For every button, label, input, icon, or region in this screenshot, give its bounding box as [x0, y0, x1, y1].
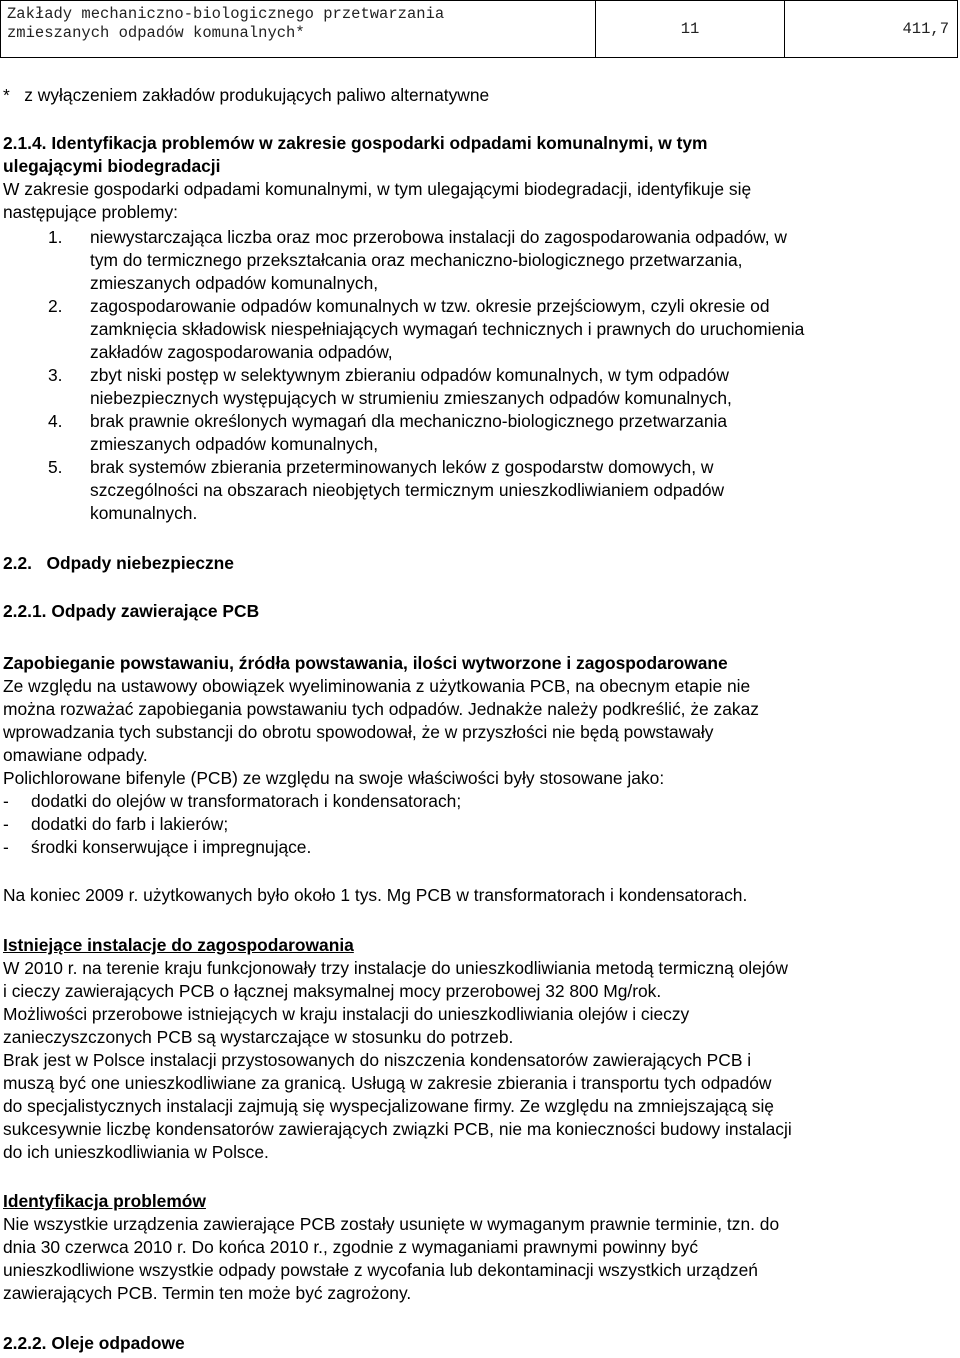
header-title-line1: Zakłady mechaniczno-biologicznego przetwarzania [7, 5, 445, 23]
prevention-line: można rozważać zapobiegania powstawaniu tych odpadów. Jednakże należy podkreślić, że zakaz [3, 699, 759, 719]
list-item [3, 456, 953, 525]
prevention-line: Ze względu na ustawowy obowiązek wyeliminowania z użytkowania PCB, na obecnym etapie nie [3, 676, 751, 696]
list-item [3, 226, 953, 295]
list-item [3, 364, 953, 410]
list-item-line: brak systemów zbierania przeterminowanych leków z gospodarstw domowych, w [90, 457, 714, 477]
list-item-line: niebezpiecznych występujących w strumieniu zmieszanych odpadów komunalnych, [90, 388, 732, 408]
list-dash: - [3, 791, 9, 811]
installations-line: do specjalistycznych instalacji zajmują się wyspecjalizowane firmy. Ze względu na zmniejszającą się [3, 1096, 774, 1116]
header-title-cell [1, 1, 596, 58]
problems-line: Nie wszystkie urządzenia zawierające PCB zostały usunięte w wymaganym prawnie terminie, tzn. do [3, 1214, 780, 1234]
list-item-number: 1. [48, 227, 63, 247]
section-221-heading: 2.2.1. Odpady zawierające PCB [3, 601, 260, 621]
list-item-line: tym do termicznego przekształcania oraz mechaniczno-biologicznego przetwarzania, [90, 250, 743, 270]
list-item-line: zakładów zagospodarowania odpadów, [90, 342, 393, 362]
header-table [0, 0, 958, 58]
prevention-line: wprowadzania tych substancji do obrotu spowodował, że w przyszłości nie będą powstawały [3, 722, 714, 742]
prevention-line: Polichlorowane bifenyle (PCB) ze względu na swoje właściwości były stosowane jako: [3, 768, 665, 788]
prevention-line: omawiane odpady. [3, 745, 148, 765]
list-item [3, 790, 461, 813]
installations-line: i cieczy zawierających PCB o łącznej maksymalnej mocy przerobowej 32 800 Mg/rok. [3, 981, 662, 1001]
table-footnote: * z wyłączeniem zakładów produkujących paliwo alternatywne [3, 85, 490, 105]
problems-line: zawierających PCB. Termin ten może być zagrożony. [3, 1283, 412, 1303]
list-item-line: zmieszanych odpadów komunalnych, [90, 273, 379, 293]
list-dash: - [3, 837, 9, 857]
problems-list [3, 226, 953, 525]
problems-line: unieszkodliwione wszystkie odpady powstałe z wycofania lub dekontaminacji wszystkich urządzeń [3, 1260, 758, 1280]
list-item-line: szczególności na obszarach nieobjętych termicznym unieszkodliwianiem odpadów [90, 480, 725, 500]
list-item [3, 836, 461, 859]
list-item-line: niewystarczająca liczba oraz moc przerobowa instalacji do zagospodarowania odpadów, w [90, 227, 787, 247]
list-item [3, 813, 461, 836]
list-item-number: 5. [48, 457, 63, 477]
list-item [3, 295, 953, 364]
section-214-heading-line1: 2.1.4. Identyfikacja problemów w zakresie gospodarki odpadami komunalnymi, w tym [3, 133, 708, 153]
list-item-number: 3. [48, 365, 63, 385]
problems-heading: Identyfikacja problemów [3, 1191, 206, 1211]
list-item-line: komunalnych. [90, 503, 198, 523]
installations-line: Brak jest w Polsce instalacji przystosowanych do niszczenia kondensatorów zawierających PCB i [3, 1050, 752, 1070]
list-item-text: dodatki do olejów w transformatorach i kondensatorach; [31, 791, 462, 811]
installations-line: Możliwości przerobowe istniejących w kraju instalacji do unieszkodliwiania olejów i cieczy [3, 1004, 690, 1024]
section-214-intro-line2: następujące problemy: [3, 202, 178, 222]
list-item-number: 4. [48, 411, 63, 431]
section-214-heading-line2: ulegającymi biodegradacji [3, 156, 221, 176]
header-value-cell: 411,7 [785, 1, 958, 58]
section-22-heading: 2.2. Odpady niebezpieczne [3, 553, 234, 573]
installations-line: sukcesywnie liczbę kondensatorów zawierających związki PCB, nie ma konieczności budowy instalacji [3, 1119, 792, 1139]
list-item [3, 410, 953, 456]
installations-line: zanieczyszczonych PCB są wystarczające w stosunku do potrzeb. [3, 1027, 514, 1047]
section-214-intro-line1: W zakresie gospodarki odpadami komunalnymi, w tym ulegającymi biodegradacji, identyfikuje się [3, 179, 752, 199]
installations-line: muszą być one unieszkodliwiane za granicą. Usługą w zakresie zbierania i transportu tych odpadów [3, 1073, 772, 1093]
list-item-line: zmieszanych odpadów komunalnych, [90, 434, 379, 454]
list-item-line: zagospodarowanie odpadów komunalnych w tzw. okresie przejściowym, czyli okresie od [90, 296, 770, 316]
list-item-text: dodatki do farb i lakierów; [31, 814, 229, 834]
list-dash: - [3, 814, 9, 834]
installations-line: do ich unieszkodliwiania w Polsce. [3, 1142, 269, 1162]
prevention-heading: Zapobieganie powstawaniu, źródła powstawania, ilości wytworzone i zagospodarowane [3, 653, 728, 673]
list-item-line: zamknięcia składowisk niespełniających wymagań technicznych i prawnych do uruchomienia [90, 319, 805, 339]
prevention-closing: Na koniec 2009 r. użytkowanych było około 1 tys. Mg PCB w transformatorach i kondensatorach. [3, 885, 748, 905]
installations-line: W 2010 r. na terenie kraju funkcjonowały trzy instalacje do unieszkodliwiania metodą termiczną olejów [3, 958, 788, 978]
installations-heading: Istniejące instalacje do zagospodarowania [3, 935, 354, 955]
section-222-heading: 2.2.2. Oleje odpadowe [3, 1333, 185, 1353]
header-count-cell: 11 [596, 1, 785, 58]
problems-line: dnia 30 czerwca 2010 r. Do końca 2010 r., zgodnie z wymaganiami prawnymi powinny być [3, 1237, 699, 1257]
pcb-uses-list [3, 790, 461, 859]
list-item-line: zbyt niski postęp w selektywnym zbieraniu odpadów komunalnych, w tym odpadów [90, 365, 729, 385]
header-title-line2: zmieszanych odpadów komunalnych* [7, 24, 305, 42]
list-item-text: środki konserwujące i impregnujące. [31, 837, 312, 857]
list-item-line: brak prawnie określonych wymagań dla mechaniczno-biologicznego przetwarzania [90, 411, 728, 431]
list-item-number: 2. [48, 296, 63, 316]
